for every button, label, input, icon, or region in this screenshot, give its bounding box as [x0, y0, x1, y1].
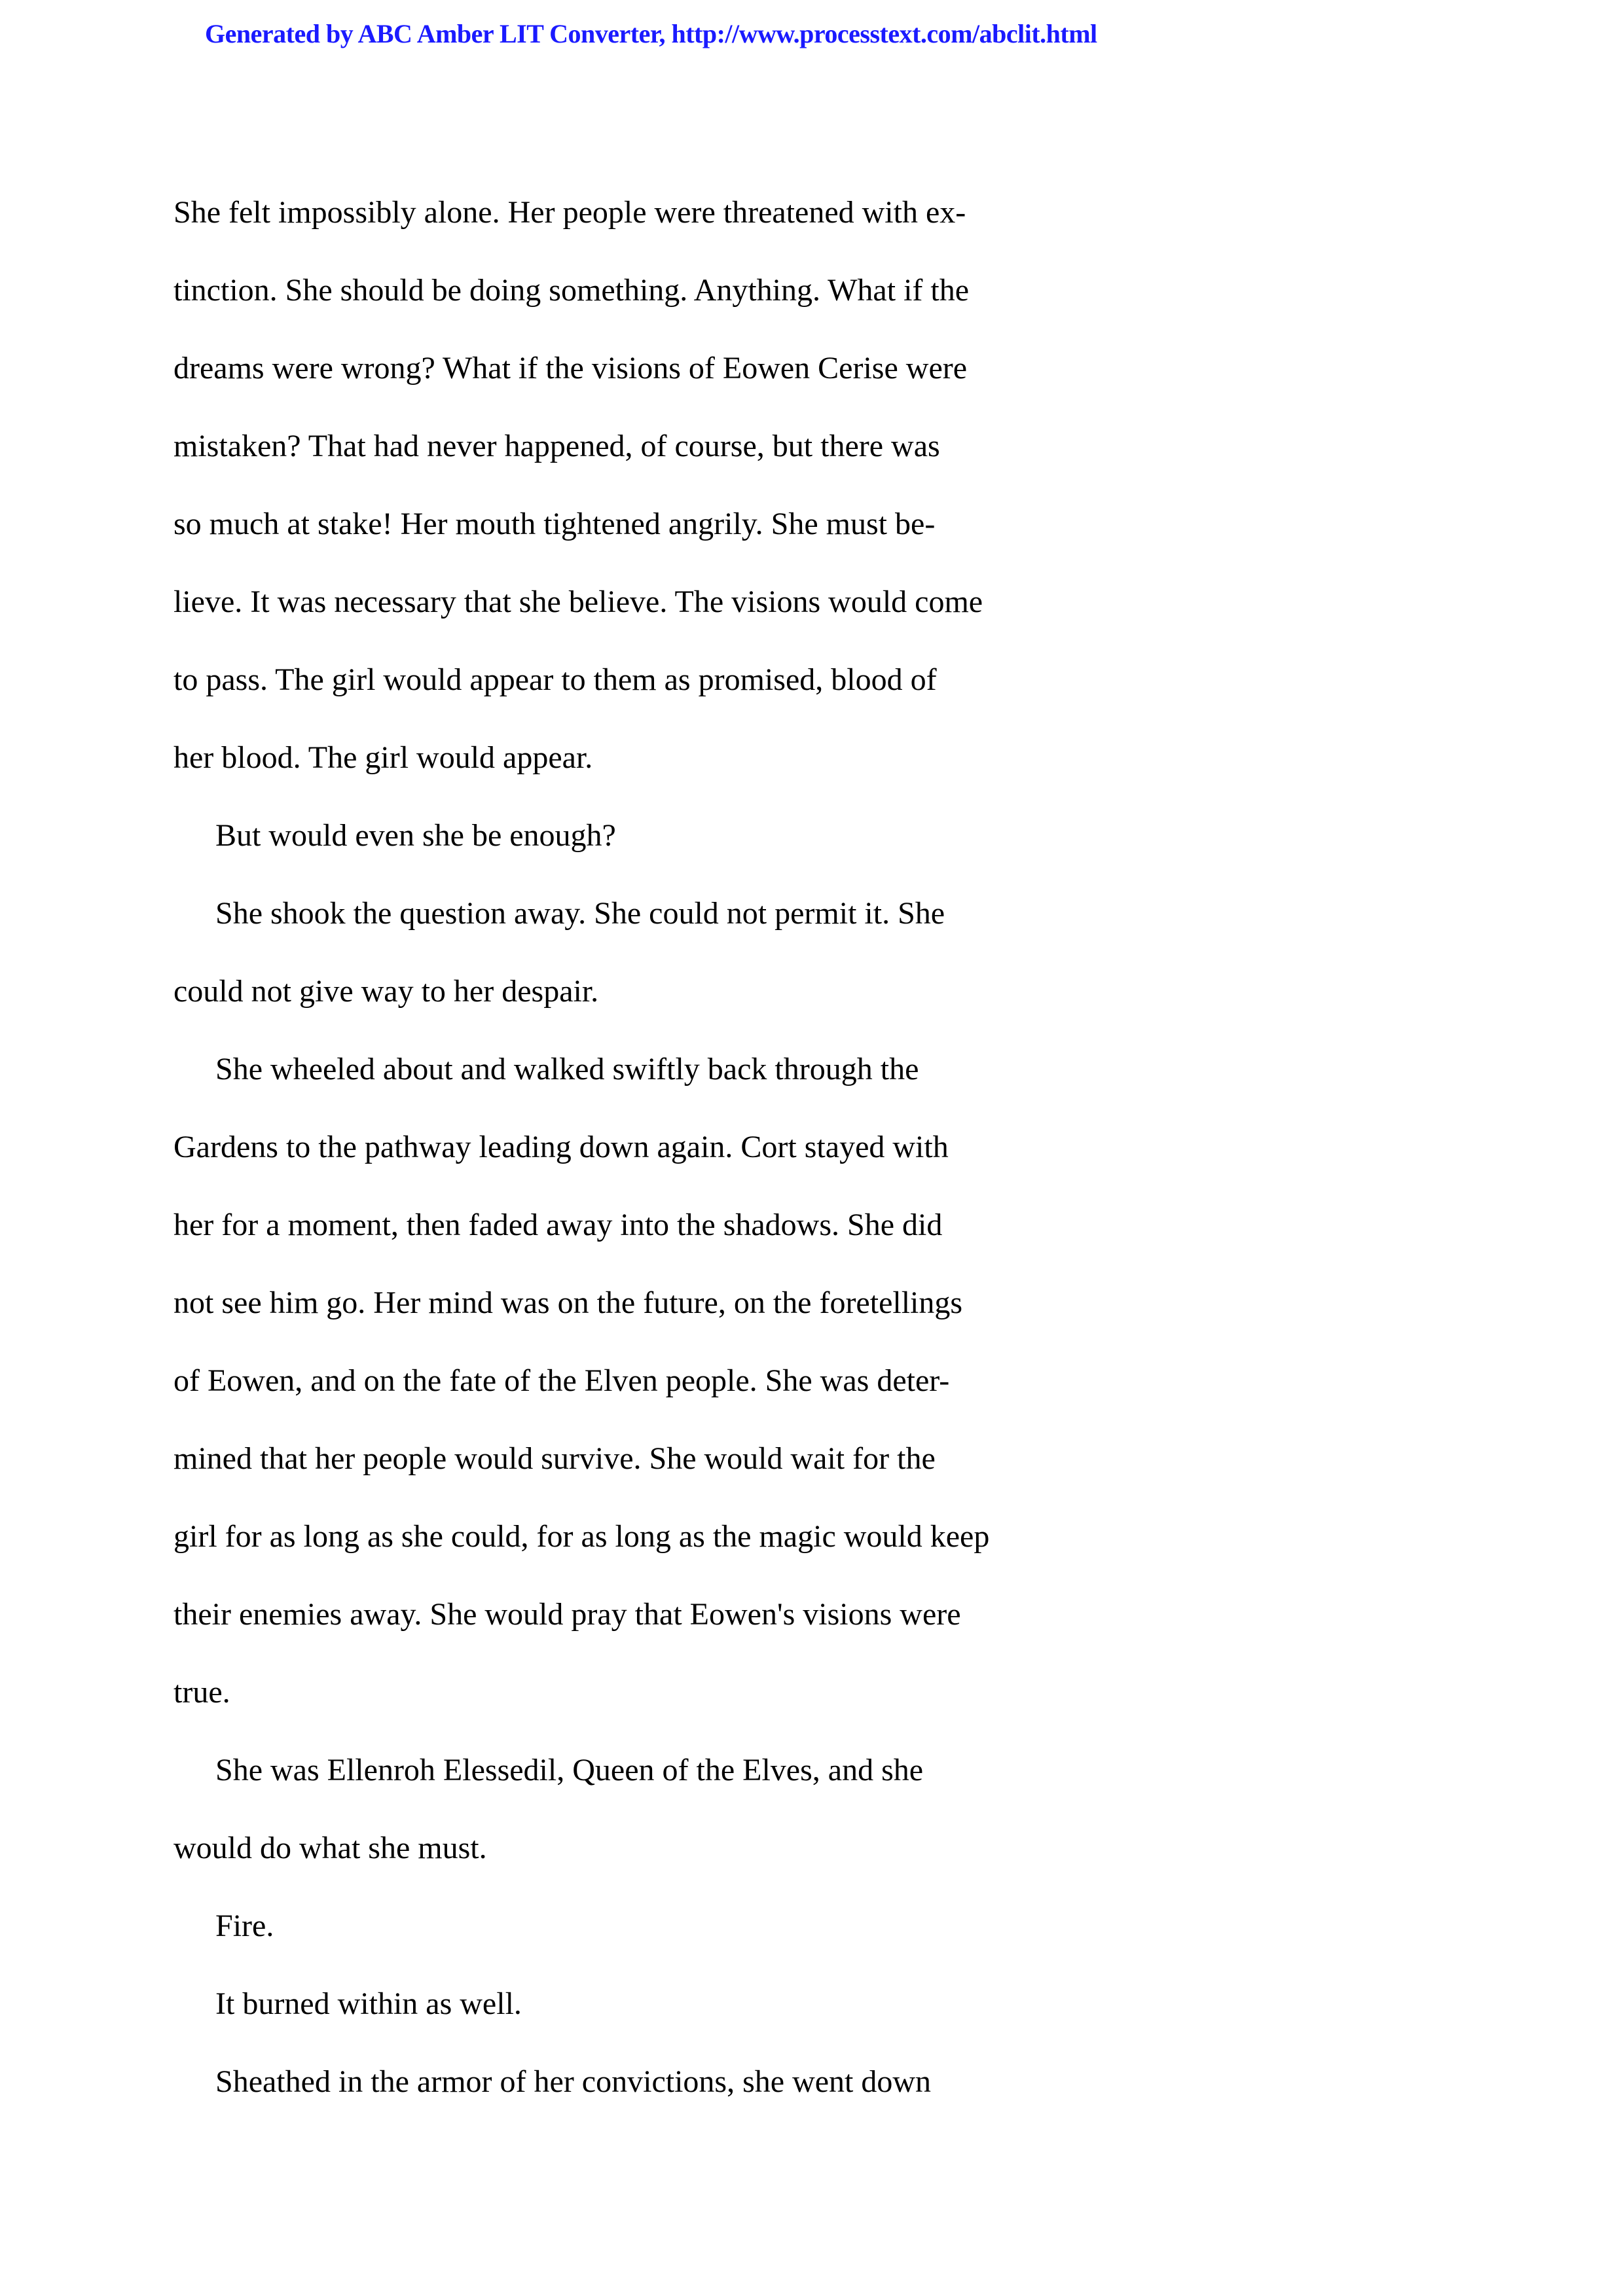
text-line: of Eowen, and on the fate of the Elven people. She was deter-: [173, 1363, 950, 1398]
text-line: true.: [173, 1675, 230, 1710]
text-line: their enemies away. She would pray that Eowen's visions were: [173, 1597, 961, 1632]
text-line: Sheathed in the armor of her convictions, she went down: [215, 2064, 932, 2099]
text-line: tinction. She should be doing something. Anything. What if the: [173, 273, 970, 308]
text-line: dreams were wrong? What if the visions of Eowen Cerise were: [173, 351, 968, 386]
text-line: could not give way to her despair.: [173, 974, 599, 1009]
text-line: so much at stake! Her mouth tightened angrily. She must be-: [173, 507, 936, 541]
text-line: But would even she be enough?: [215, 818, 616, 853]
text-line: lieve. It was necessary that she believe. The visions would come: [173, 584, 983, 619]
text-line: She wheeled about and walked swiftly back through the: [215, 1052, 919, 1086]
text-line: girl for as long as she could, for as long as the magic would keep: [173, 1519, 990, 1554]
text-line: mistaken? That had never happened, of course, but there was: [173, 429, 940, 463]
text-line: to pass. The girl would appear to them as promised, blood of: [173, 662, 937, 697]
text-line: Gardens to the pathway leading down again. Cort stayed with: [173, 1130, 949, 1164]
text-line: She was Ellenroh Elessedil, Queen of the Elves, and she: [215, 1753, 924, 1787]
text-line: her blood. The girl would appear.: [173, 740, 593, 775]
text-line: would do what she must.: [173, 1831, 487, 1865]
book-text: [173, 190, 1156, 2137]
text-line: not see him go. Her mind was on the future, on the foretellings: [173, 1285, 963, 1320]
converter-banner: Generated by ABC Amber LIT Converter, http://www.processtext.com/abclit.html: [205, 19, 1097, 48]
text-line: Fire.: [215, 1909, 274, 1943]
text-line: It burned within as well.: [215, 1986, 522, 2021]
text-line: She shook the question away. She could not permit it. She: [215, 896, 945, 931]
text-line: She felt impossibly alone. Her people were threatened with ex-: [173, 195, 966, 230]
text-line: mined that her people would survive. She would wait for the: [173, 1441, 936, 1476]
text-line: her for a moment, then faded away into the shadows. She did: [173, 1208, 943, 1242]
